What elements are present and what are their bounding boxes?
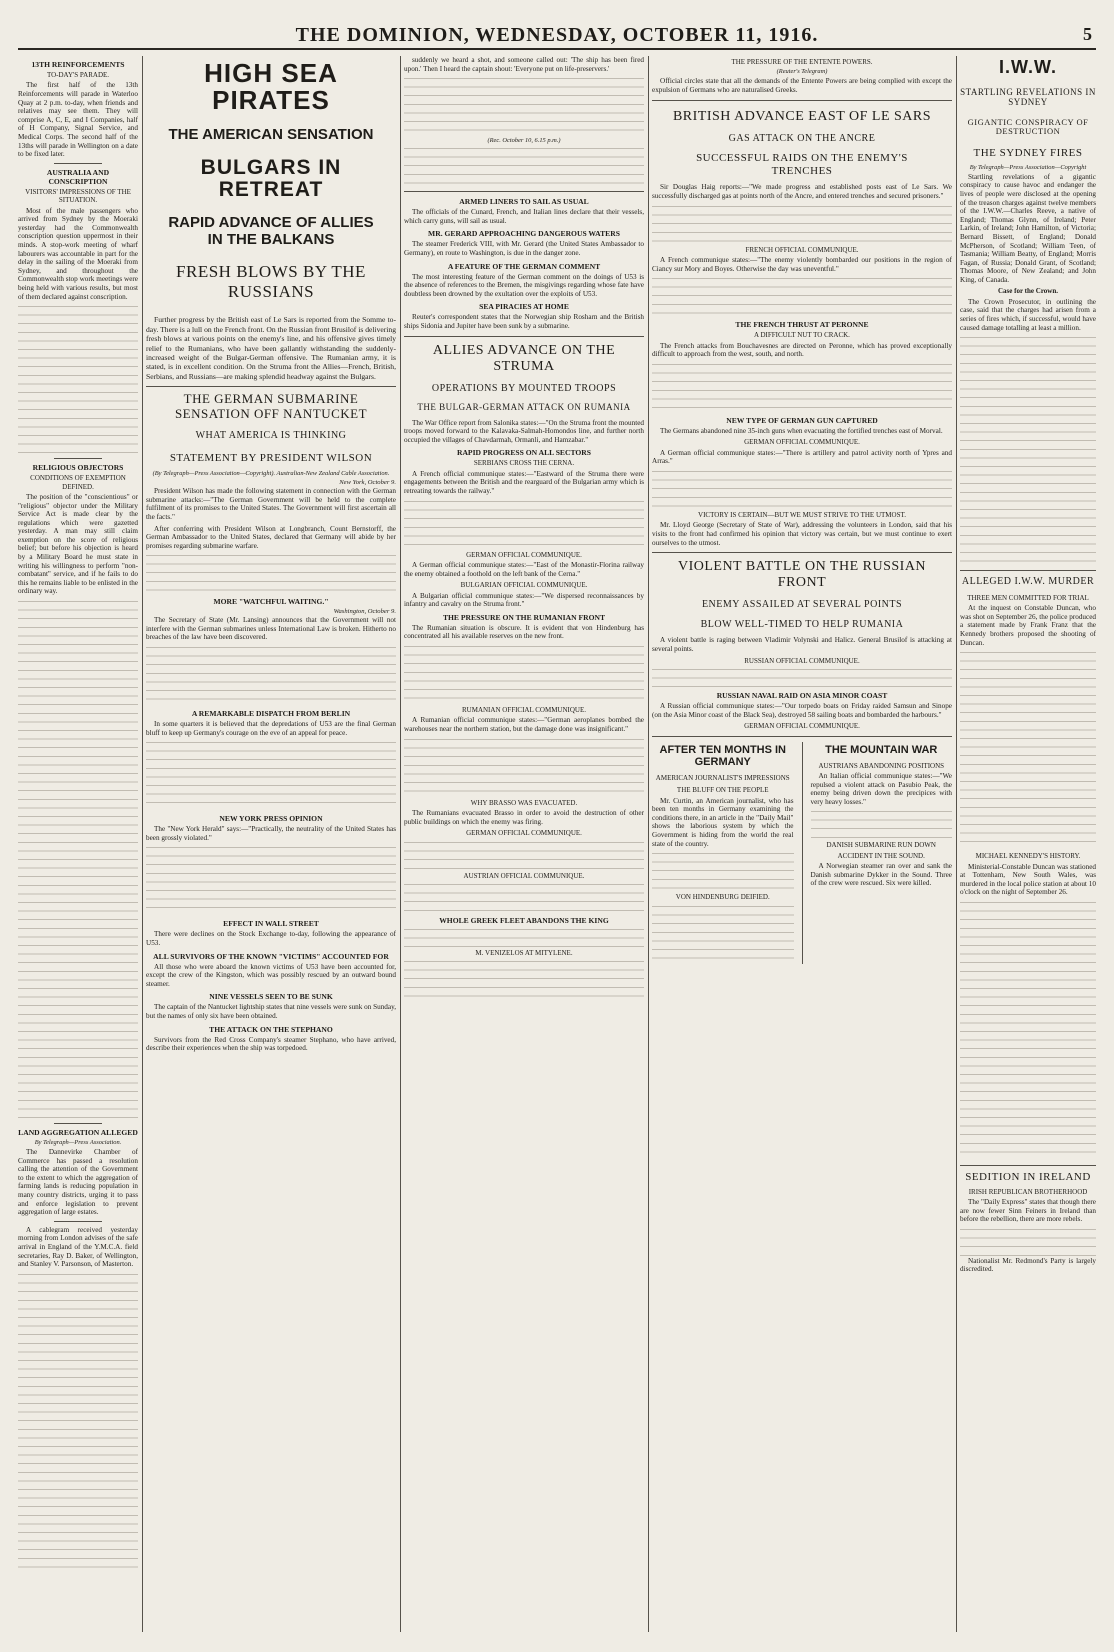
article-text-continued [18, 599, 138, 1119]
headline-german-comment: A FEATURE OF THE GERMAN COMMENT [447, 261, 601, 271]
headline-pressure-rumanian-front: THE PRESSURE ON THE RUMANIAN FRONT [442, 612, 606, 622]
headline-entente-pressure: THE PRESSURE OF THE ENTENTE POWERS. [731, 58, 873, 66]
headline-violent-battle: VIOLENT BATTLE ON THE RUSSIAN FRONT [677, 559, 927, 591]
wire-credit: By Telegraph—Press Association. [34, 1139, 122, 1147]
article-text: Nationalist Mr. Redmond's Party is largely discredited. [960, 1256, 1096, 1274]
column-divider [648, 56, 649, 1632]
article-text: The French attacks from Bouchavesnes are directed on Peronne, which has proved exceptionally difficult to approach from the west, south, and north. [652, 341, 952, 359]
headline-gas-attack: GAS ATTACK ON THE ANCRE [728, 132, 876, 144]
headline-wilson-statement: STATEMENT BY PRESIDENT WILSON [169, 451, 373, 464]
column-divider [142, 56, 143, 1632]
article-text-continued [960, 1227, 1096, 1257]
article-text: The Dannevirke Chamber of Commerce has passed a resolution calling the attention of the Government to the extent to which the aggregation of farming lands is reducing population in many country districts, urging it to pass and enforce legislation to prevent aggregation of large estates. [18, 1148, 138, 1217]
wire-credit: (By Telegraph—Press Association—Copyright). Australian-New Zealand Cable Association. [152, 470, 390, 478]
headline-rapid-progress: RAPID PROGRESS ON ALL SECTORS [456, 448, 592, 458]
article-text-continued [404, 146, 644, 186]
headline-hindenburg: VON HINDENBURG DEIFIED. [675, 893, 770, 902]
headline-mr-gerard: MR. GERARD APPROACHING DANGEROUS WATERS [428, 229, 620, 239]
headline-irish-brotherhood: IRISH REPUBLICAN BROTHERHOOD [968, 1187, 1088, 1196]
column-2 [146, 56, 396, 1632]
headline-sea-piracies: SEA PIRACIES AT HOME [479, 302, 569, 312]
headline-crown-case: Case for the Crown. [997, 287, 1058, 296]
article-text-continued [652, 851, 794, 891]
article-text-continued [652, 667, 952, 687]
headline-attack-rumania: THE BULGAR-GERMAN ATTACK ON RUMANIA [417, 402, 631, 413]
subhead-impressions: VISITORS' IMPRESSIONS OF THE SITUATION. [25, 187, 131, 205]
divider [404, 191, 644, 192]
headline-survivors: ALL SURVIVORS OF THE KNOWN "VICTIMS" ACCOUNTED FOR [153, 951, 389, 961]
article-text: A German official communique states:—"East of the Monastir-Florina railway the enemy obtained a foothold on the left bank of the Cerna." [404, 560, 644, 578]
article-text-continued [404, 737, 644, 797]
column-5 [960, 56, 1096, 1632]
article-text-continued [404, 644, 644, 704]
headline-new-gun: NEW TYPE OF GERMAN GUN CAPTURED [726, 415, 878, 425]
headline-naval-raid: RUSSIAN NAVAL RAID ON ASIA MINOR COAST [716, 691, 888, 700]
headline-what-america-thinking: WHAT AMERICA IS THINKING [195, 430, 347, 441]
article-text: The "Daily Express" states that though there are now fewer Sinn Feiners in Ireland than before the rebellion, there are more rebels. [960, 1197, 1096, 1224]
headline-mountain-war: THE MOUNTAIN WAR [825, 743, 938, 756]
headline-fresh-blows: FRESH BLOWS BY THE RUSSIANS [176, 262, 366, 301]
headline-mounted-troops: OPERATIONS BY MOUNTED TROOPS [431, 382, 617, 394]
article-text: After conferring with President Wilson at Longbranch, Count Bernstorff, the German Ambassador to the United States, declared that Germany will abide by her promises regarding submarine warfare. [146, 524, 396, 550]
article-text: Most of the male passengers who arrived from Sydney by the Moeraki yesterday had the Commonwealth conscription question uppermost in their minds. A stop-work meeting of wharf labourers was accountable in part for the delay in the sailing of the Moeraki from Sydney, and throughout the Commonwealth stop work meetings were being held with various results, but most of them declared against conscription. [18, 206, 138, 301]
headline-armed-liners: ARMED LINERS TO SAIL AS USUAL [459, 197, 589, 207]
article-text-continued [652, 204, 952, 244]
article-text: The Crown Prosecutor, in outlining the case, said that the charges had arisen from a series of fires which, if successful, would have caused damage totalling at least a million. [960, 297, 1096, 332]
article-text: suddenly we heard a shot, and someone called out: 'The ship has been fired upon.' Then I heard the captain shout: 'Everyone put on life-preservers.' [404, 56, 644, 73]
article-text-continued [404, 882, 644, 912]
received-date: (Rec. October 10, 6.15 p.m.) [487, 137, 561, 145]
headline-gigantic-conspiracy: GIGANTIC CONSPIRACY OF DESTRUCTION [967, 116, 1089, 137]
subhead-serbians: SERBIANS CROSS THE CERNA. [473, 459, 575, 468]
headline-berlin-dispatch: A REMARKABLE DISPATCH FROM BERLIN [191, 709, 351, 719]
page-number: 5 [1083, 24, 1092, 44]
article-text-continued [404, 840, 644, 870]
headline-german-communique-east: GERMAN OFFICIAL COMMUNIQUE. [744, 722, 860, 731]
article-text: Mr. Lloyd George (Secretary of State of War), addressing the volunteers in London, said that his visits to the front had confirmed his opinion that victory was certain, but we must continue to exert ourselves to the utmost. [652, 521, 952, 547]
headline-austrians-abandoning: AUSTRIANS ABANDONING POSITIONS [818, 761, 945, 770]
article-text: A cablegram received yesterday morning from London advises of the safe arrival in England of the Y.M.C.A. field secretaries, Ray D. Baker, of Wellington, and Stanley V. Parsonson, of Masterton. [18, 1225, 138, 1269]
newspaper-title: THE DOMINION, WEDNESDAY, OCTOBER 11, 1916. [295, 24, 819, 46]
headline-austrian-communique: AUSTRIAN OFFICIAL COMMUNIQUE. [463, 871, 585, 880]
subhead-accident: ACCIDENT IN THE SOUND. [837, 851, 925, 860]
divider [54, 1221, 102, 1222]
article-text: The first half of the 13th Reinforcements will parade in Waterloo Quay at 2 p.m. to-day, when friends and relatives may see them. They will comprise A, C, E, and I Companies, half of H Company, Signal Service, and Medical Corps. The second half of the 13ths will parade in Wellington on a date to be fixed later. [18, 81, 138, 159]
article-text-continued [404, 927, 644, 947]
article-text: Official circles state that all the demands of the Entente Powers are being complied with except the expulsion of Germans who are naturalised Greeks. [652, 77, 952, 94]
bottom-split [652, 742, 952, 964]
subhead-parade: TO-DAY'S PARADE. [46, 71, 110, 79]
article-text-continued [960, 900, 1096, 1160]
article-text-continued [652, 469, 952, 509]
column-divider [802, 742, 803, 964]
headline-conscription: AUSTRALIA AND CONSCRIPTION [46, 167, 110, 186]
headline-journalist: AMERICAN JOURNALIST'S IMPRESSIONS [655, 773, 790, 782]
article-text-continued [652, 904, 794, 964]
article-text-continued [146, 740, 396, 810]
article-text: A German official communique states:—"There is artillery and patrol activity north of Ypres and Arras." [652, 448, 952, 466]
headline-brasso: WHY BRASSO WAS EVACUATED. [470, 798, 578, 807]
article-text: The Germans abandoned nine 35-inch guns when evacuating the fortified trenches east of Morval. [660, 426, 943, 435]
article-text-continued [652, 276, 952, 316]
article-text-continued [404, 76, 644, 136]
article-text-continued [960, 650, 1096, 850]
masthead [18, 24, 1096, 50]
article-text: Startling revelations of a gigantic conspiracy to cause havoc and endanger the lives of people were disclosed at the opening of the treason charges against twelve members of the I.W.W.—Charles Reeve, a native of England; Thomas Glynn, of Ireland; Peter Larkin, of Ireland; John Hamilton, of Victoria; Bernard Bissett, of England; Donald McPherson, of Scotland; William Teen, of Tasmania; William Beatty, of England; Morris Fagan, of Russia; Donald Grant, of Scotland; Thomas Moore, of New Zealand; and John King, of Canada. [960, 172, 1096, 284]
article-text-continued [146, 645, 396, 705]
divider [54, 163, 102, 164]
article-text-continued [404, 959, 644, 999]
headline-american-sensation: THE AMERICAN SENSATION [168, 125, 374, 143]
headline-ten-months: AFTER TEN MONTHS IN GERMANY [659, 743, 786, 768]
headline-stephano: THE ATTACK ON THE STEPHANO [209, 1024, 333, 1034]
article-text: A Russian official communique states:—"Our torpedo boats on Friday raided Samsun and Sinope (on the Asia Minor coast of the Black Sea), destroyed 58 sailing boats and bombarded the harbours." [652, 702, 952, 719]
headline-iww: I.W.W. [999, 57, 1057, 77]
article-text: The most interesting feature of the German comment on the doings of U53 is the absence of references to the Bremen, the misgivings regarding whose fate have doubtless been drowned by the exultation over the exploits of U53. [404, 272, 644, 298]
headline-sedition-ireland: SEDITION IN IRELAND [965, 1170, 1091, 1183]
article-text: At the inquest on Constable Duncan, who was shot on September 26, the police produced a statement made by Frank Franz that the Kennedy brothers proposed the shooting of Duncan. [960, 604, 1096, 647]
divider [404, 336, 644, 337]
divider [960, 1165, 1096, 1166]
headline-victory-certain: VICTORY IS CERTAIN—BUT WE MUST STRIVE TO THE UTMOST. [698, 511, 906, 520]
article-text-continued [404, 499, 644, 549]
article-text-continued [652, 362, 952, 412]
article-text: The officials of the Cunard, French, and Italian lines declare that their vessels, which carry guns, will sail as usual. [404, 208, 644, 225]
headline-high-sea-pirates: HIGH SEA PIRATES [204, 58, 338, 116]
headline-alleged-murder: ALLEGED I.W.W. MURDER [961, 576, 1095, 588]
column-1 [18, 56, 138, 1632]
article-text: President Wilson has made the following statement in connection with the German submarine attacks:—"The German Government will be held to the complete fulfilment of its promises to the United States. The Government will first ascertain all the facts." [146, 487, 396, 521]
headline-religious-objectors: RELIGIOUS OBJECTORS [32, 463, 124, 473]
article-text-continued [146, 845, 396, 915]
article-ten-months [652, 742, 794, 964]
article-text: A Rumanian official communique states:—"German aeroplanes bombed the warehouses near the northern station, but the damage done was insignificant." [404, 716, 644, 733]
subhead-exemption: CONDITIONS OF EXEMPTION DEFINED. [30, 474, 126, 491]
divider [146, 386, 396, 387]
article-text: In some quarters it is believed that the depredations of U53 are the final German bluff to keep up Germany's courage on the eve of an appeal for peace. [146, 720, 396, 737]
headline-enemy-assailed: ENEMY ASSAILED AT SEVERAL POINTS [701, 599, 903, 611]
headline-bluff: THE BLUFF ON THE PEOPLE [676, 786, 769, 795]
wire-credit: By Telegraph—Press Association—Copyright [969, 163, 1087, 171]
wire-credit: (Reuter's Telegram) [776, 68, 828, 76]
column-divider [956, 56, 957, 1632]
article-mountain-war [811, 742, 953, 964]
subhead-difficult-nut: A DIFFICULT NUT TO CRACK. [754, 331, 850, 340]
headline-kennedy-history: MICHAEL KENNEDY'S HISTORY. [975, 852, 1081, 861]
headline-allies-struma: ALLIES ADVANCE ON THE STRUMA [432, 342, 616, 374]
headline-land-aggregation: LAND AGGREGATION ALLEGED [18, 1128, 138, 1138]
headline-nine-vessels: NINE VESSELS SEEN TO BE SUNK [209, 992, 333, 1002]
headline-bulgarian-communique: BULGARIAN OFFICIAL COMMUNIQUE. [460, 581, 588, 590]
headline-german-communique-2: GERMAN OFFICIAL COMMUNIQUE. [466, 829, 582, 838]
article-text: A French communique states:—"The enemy violently bombarded our positions in the region of Ciancy sur Mory and Boyes. Otherwise the day was uneventful." [652, 256, 952, 273]
lead-summary: Further progress by the British east of Le Sars is reported from the Somme to-day. There is a lull on the French front. On the Russian front Brusilof is delivering fresh blows at various points on the enemy's line, and his offensive gives timely relief to the Rumanians, who have been gallantly withstanding the suddenly-increased weight of the Bulgar-German offensive. The Rumanian army, it is stated, is in excellent condition. On the Struma front the Allies—French, British, Serbians, and Russians—are making splendid headway against the Bulgars. [146, 315, 396, 381]
headline-french-communique: FRENCH OFFICIAL COMMUNIQUE. [745, 245, 859, 254]
headline-rumanian-communique: RUMANIAN OFFICIAL COMMUNIQUE. [462, 705, 586, 714]
dateline: New York, October 9. [339, 479, 396, 487]
article-text-continued [960, 335, 1096, 565]
divider [652, 736, 952, 737]
article-text: The captain of the Nantucket lightship states that nine vessels were sunk on Sunday, but the names of only six have been obtained. [146, 1003, 396, 1021]
headline-venizelos: M. VENIZELOS AT MITYLENE. [475, 948, 573, 957]
article-text: The "New York Herald" says:—"Practically, the neutrality of the United States has been grossly violated." [146, 825, 396, 842]
headline-french-thrust: THE FRENCH THRUST AT PERONNE [735, 320, 869, 330]
article-text: Ministerial-Constable Duncan was stationed at Tottenham, New South Wales, was murdered in the local police station at about 10 o'clock on the night of September 26. [960, 862, 1096, 897]
headline-german-communique-west: GERMAN OFFICIAL COMMUNIQUE. [744, 438, 860, 447]
column-3 [404, 56, 644, 1632]
article-text: There were declines on the Stock Exchange to-day, following the appearance of U53. [146, 930, 396, 948]
headline-blow-well-timed: BLOW WELL-TIMED TO HELP RUMANIA [700, 618, 904, 630]
article-text-continued [811, 809, 953, 839]
article-text: A Bulgarian official communique states:—"We dispersed reconnaissances by infantry and cavalry on the Struma front." [404, 591, 644, 609]
headline-submarine-sensation: THE GERMAN SUBMARINE SENSATION OFF NANTUCKET [174, 391, 368, 422]
divider [652, 100, 952, 101]
headline-british-advance: BRITISH ADVANCE EAST OF LE SARS [672, 108, 932, 124]
headline-russian-communique: RUSSIAN OFFICIAL COMMUNIQUE. [744, 656, 860, 665]
headline-reinforcements: 13TH REINFORCEMENTS [31, 60, 125, 69]
headline-german-communique: GERMAN OFFICIAL COMMUNIQUE. [466, 550, 582, 559]
article-text: The Secretary of State (Mr. Lansing) announces that the Government will not interfere with the German submarines unless International Law is broken. Hitherto no breaches of the law have been discovered. [146, 616, 396, 642]
article-text: The Rumanians evacuated Brasso in order to avoid the destruction of other public buildings on which the enemy was firing. [404, 808, 644, 826]
headline-press-opinion: NEW YORK PRESS OPINION [219, 814, 323, 824]
headline-startling-revelations: STARTLING REVELATIONS IN SYDNEY [960, 86, 1096, 108]
headline-successful-raids: SUCCESSFUL RAIDS ON THE ENEMY'S TRENCHES [696, 152, 908, 177]
headline-greek-fleet: WHOLE GREEK FLEET ABANDONS THE KING [439, 915, 609, 925]
article-text: A Norwegian steamer ran over and sank the Danish submarine Dykker in the Sound. Three of the crew were rescued. Six were killed. [810, 862, 952, 888]
article-text: A violent battle is raging between Vladimir Volynski and Halicz. General Brusilof is attacking at several points. [652, 636, 952, 653]
divider [652, 552, 952, 553]
article-text: Survivors from the Red Cross Company's steamer Stephano, who have arrived, describe their experiences when the ship was torpedoed. [146, 1035, 396, 1053]
article-text: Sir Douglas Haig reports:—"We made progress and established posts east of Le Sars. We successfully discharged gas at points north of the Ancre, and entered trenches and secured prisoners." [652, 183, 952, 201]
article-text-continued [146, 553, 396, 593]
article-text-continued [18, 1272, 138, 1572]
dateline: Washington, October 9. [333, 608, 396, 616]
article-text: Mr. Curtin, an American journalist, who has been ten months in Germany examining the conditions there, in an article in the "Daily Mail" shows the laborious system by which the Government is hiding from the world the real state of the country. [652, 796, 794, 848]
headline-rapid-advance: RAPID ADVANCE OF ALLIES IN THE BALKANS [168, 214, 374, 248]
headline-danish-submarine: DANISH SUBMARINE RUN DOWN [826, 841, 936, 850]
headline-committed-for-trial: THREE MEN COMMITTED FOR TRIAL [967, 593, 1089, 602]
headline-watchful-waiting: MORE "WATCHFUL WAITING." [213, 597, 329, 607]
article-text: The Rumanian situation is obscure. It is evident that von Hindenburg has concentrated all his available reserves on the new front. [404, 623, 644, 641]
headline-wall-street: EFFECT IN WALL STREET [223, 919, 319, 929]
article-text: A French official communique states:—"Eastward of the Struma there were engagements between the British and the rearguard of the Bulgarian army which is retreating towards the railway." [404, 469, 644, 495]
article-text: Reuter's correspondent states that the Norwegian ship Rosharn and the British ships Sidonia and Jupiter have been sunk by a submarine. [404, 313, 644, 330]
article-text: The position of the "conscientious" or "religious" objector under the Military Service Act is made clear by the regulations which were gazetted yesterday. A man may still claim exemption on the score of religious belief; but before his objection is heard by a Military Board he must state in writing his willingness to perform "non-combatant" service, and if he fails to do this he remains liable to be enlisted in the ordinary way. [18, 492, 138, 596]
column-4 [652, 56, 952, 1632]
column-divider [400, 56, 401, 1632]
headline-bulgars-retreat: BULGARS IN RETREAT [200, 156, 342, 202]
divider [54, 458, 102, 459]
article-text: The steamer Frederick VIII, with Mr. Gerard (the United States Ambassador to Germany), en route to Washington, is due in the danger zone. [404, 240, 644, 257]
article-text-continued [18, 304, 138, 454]
article-text: All those who were aboard the known victims of U53 have been accounted for, except the crew of the Kingston, which was possibly rescued by an outward bound steamer. [146, 962, 396, 988]
divider [960, 570, 1096, 571]
headline-sydney-fires: THE SYDNEY FIRES [973, 147, 1083, 160]
article-text: An Italian official communique states:—"We repulsed a violent attack on Pasubio Peak, the enemy being driven down the precipices with very heavy losses." [810, 772, 952, 806]
article-text: The War Office report from Salonika states:—"On the Struma front the mounted troops moved forward to the Kalavaka-Salmah-Homondos line, and further north occupied the villages of Chavdarmah, Ormanli, and Hamzabar." [404, 418, 644, 444]
divider [54, 1123, 102, 1124]
